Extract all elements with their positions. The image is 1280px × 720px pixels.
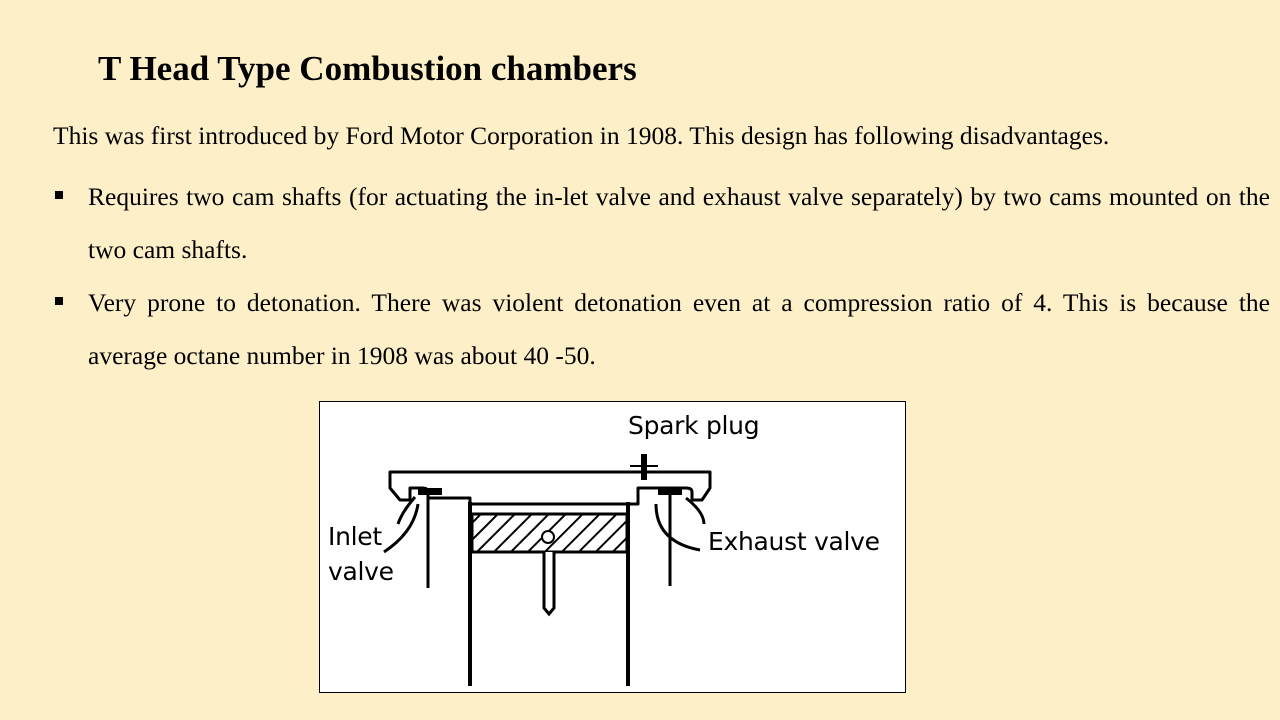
slide-title: T Head Type Combustion chambers <box>98 49 637 88</box>
square-bullet-icon <box>55 191 63 199</box>
spark-plug-label: Spark plug <box>628 411 760 440</box>
exhaust-valve-shape <box>656 488 704 586</box>
inlet-valve-label-line2: valve <box>328 557 394 586</box>
disadvantages-list <box>53 170 1270 382</box>
exhaust-valve-label: Exhaust valve <box>708 527 880 556</box>
intro-paragraph: This was first introduced by Ford Motor Corporation in 1908. This design has following disadvantages. <box>53 121 1110 150</box>
list-item <box>53 276 1270 382</box>
inlet-valve-label-line1: Inlet <box>328 522 382 551</box>
list-item <box>53 170 1270 276</box>
t-head-diagram <box>319 401 906 693</box>
list-item-text: Very prone to detonation. There was violent detonation even at a compression ratio of 4. This is because the average octane number in 1908 was about 40 -50. <box>88 288 1270 370</box>
list-item-text: Requires two cam shafts (for actuating the in-let valve and exhaust valve separately) by two cams mounted on the two cam shafts. <box>88 182 1270 264</box>
square-bullet-icon <box>55 297 63 305</box>
piston-shape <box>472 514 627 614</box>
